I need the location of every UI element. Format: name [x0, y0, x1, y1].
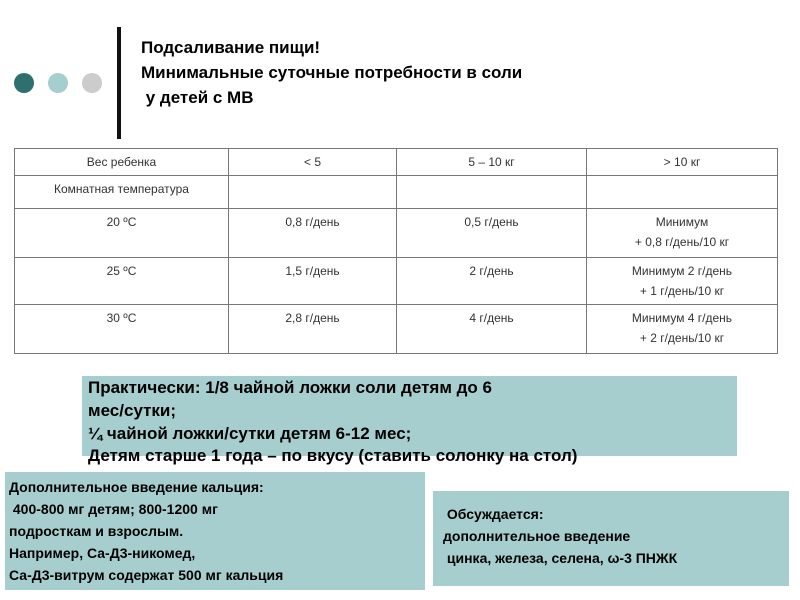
dot-grey: [82, 73, 102, 93]
dot-dark: [14, 73, 34, 93]
discussed-box: [433, 491, 789, 586]
practical-line: Детям старше 1 года – по вкусу (ставить солонку на стол): [88, 446, 578, 465]
table-row: [15, 258, 778, 305]
header-col-3: > 10 кг: [587, 149, 778, 176]
row-value: 2,8 г/день: [229, 305, 397, 354]
table-row: [15, 209, 778, 258]
title-line-1: Подсаливание пищи!: [141, 38, 321, 57]
calcium-line: Например, Са-Д3-никомед,: [9, 545, 196, 561]
header-col-1: < 5: [229, 149, 397, 176]
subheader-temperature: Комнатная температура: [15, 176, 229, 209]
calcium-line: подросткам и взрослым.: [9, 523, 184, 539]
calcium-line: 400-800 мг детям; 800-1200 мг: [9, 501, 218, 517]
discussed-line: Обсуждается:: [443, 506, 544, 522]
table-header-row: [15, 149, 778, 176]
practical-advice-box: [82, 376, 737, 456]
discussed-line: цинка, железа, селена, ω-3 ПНЖК: [443, 550, 678, 566]
row-temp: 25 ºC: [15, 258, 229, 305]
title-line-3: у детей с МВ: [141, 88, 254, 107]
header-col-2: 5 – 10 кг: [397, 149, 587, 176]
practical-line: Практически: 1/8 чайной ложки соли детям до 6: [88, 378, 492, 397]
table-row: [15, 305, 778, 354]
row-value: Минимум 2 г/день + 1 г/день/10 кг: [587, 258, 778, 305]
slide-title: [141, 35, 741, 110]
table-subheader-row: [15, 176, 778, 209]
dot-light: [48, 73, 68, 93]
row-value: 2 г/день: [397, 258, 587, 305]
row-temp: 20 ºC: [15, 209, 229, 258]
header-weight: Вес ребенка: [15, 149, 229, 176]
row-value: 0,5 г/день: [397, 209, 587, 258]
calcium-line: Дополнительное введение кальция:: [9, 479, 264, 495]
calcium-line: Са-Д3-витрум содержат 500 мг кальция: [9, 567, 284, 583]
row-value: Минимум + 0,8 г/день/10 кг: [587, 209, 778, 258]
row-temp: 30 ºC: [15, 305, 229, 354]
practical-line: ¼ чайной ложки/сутки детям 6-12 мес;: [88, 424, 412, 443]
row-value: Минимум 4 г/день + 2 г/день/10 кг: [587, 305, 778, 354]
calcium-box: [5, 472, 425, 590]
discussed-line: дополнительное введение: [443, 528, 631, 544]
salt-requirements-table: [14, 148, 778, 354]
row-value: 0,8 г/день: [229, 209, 397, 258]
row-value: 4 г/день: [397, 305, 587, 354]
title-divider: [117, 27, 121, 139]
title-line-2: Минимальные суточные потребности в соли: [141, 63, 523, 82]
row-value: 1,5 г/день: [229, 258, 397, 305]
practical-line: мес/сутки;: [88, 401, 177, 420]
